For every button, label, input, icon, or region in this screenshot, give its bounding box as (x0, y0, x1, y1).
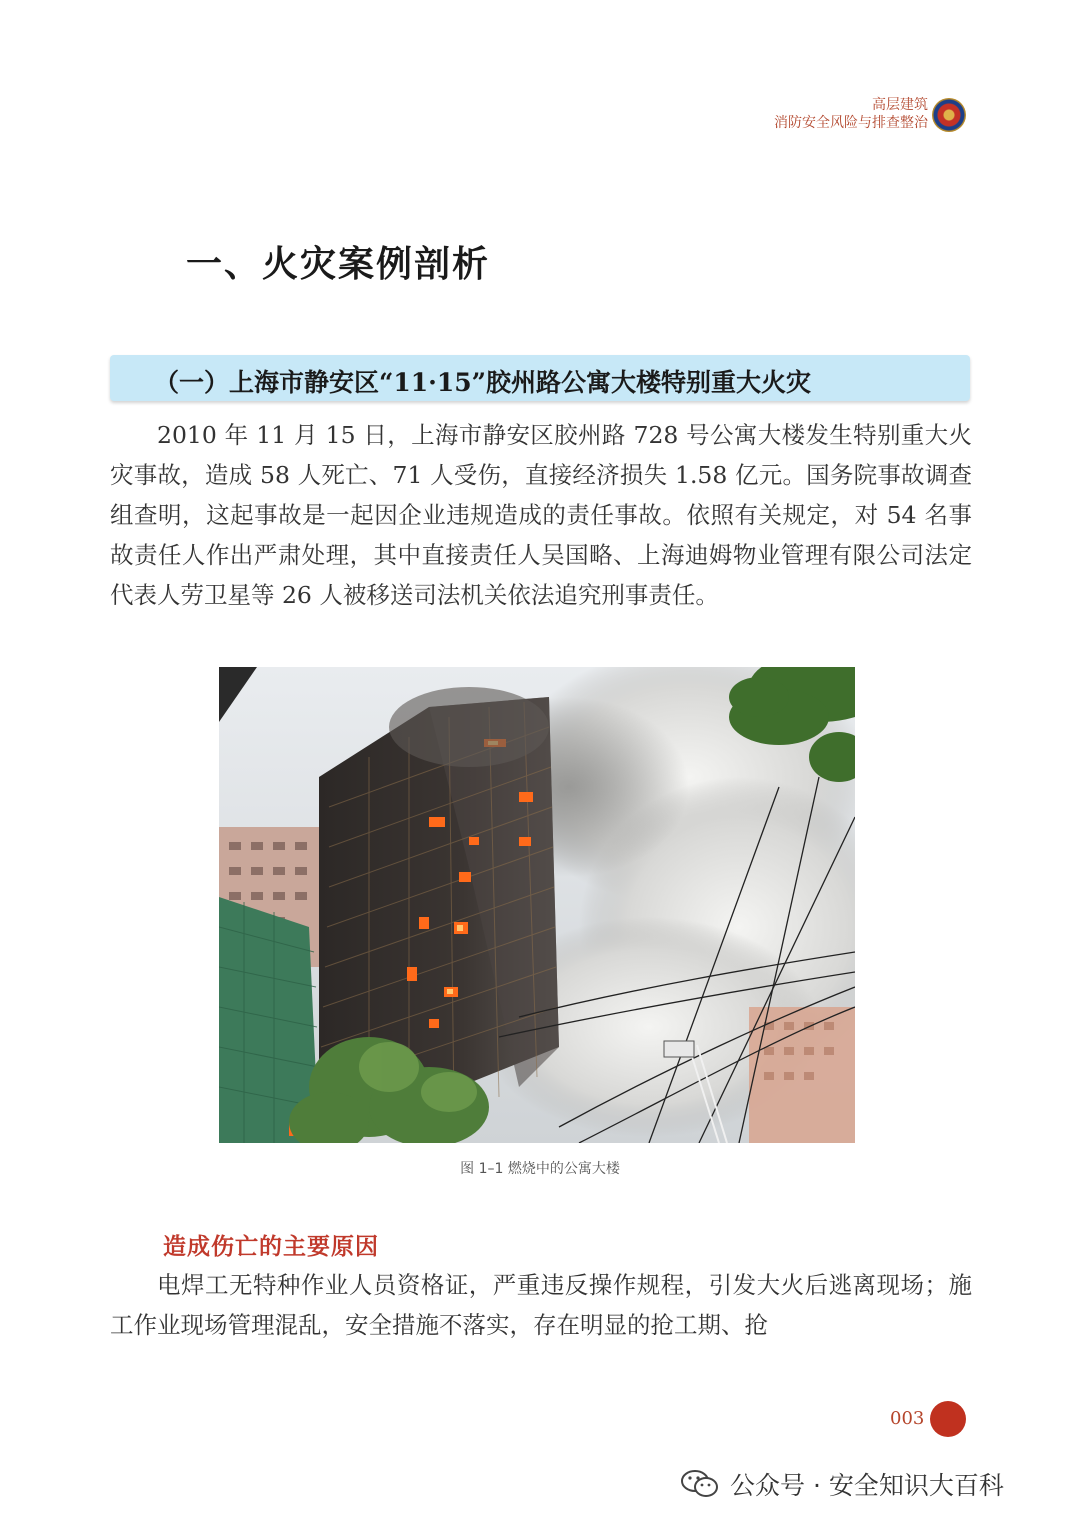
burning-building-photo (219, 667, 855, 1143)
running-header-line2: 消防安全风险与排查整治 (774, 115, 928, 131)
page-number: 003 (890, 1408, 925, 1429)
watermark-text: 公众号 · 安全知识大百科 (730, 1471, 1004, 1500)
section-title: （一）上海市静安区“11·15”胶州路公寓大楼特别重大火灾 (154, 368, 812, 397)
fire-rescue-emblem-icon (932, 98, 966, 132)
running-header (774, 96, 928, 132)
chapter-title: 一、火灾案例剖析 (186, 244, 491, 285)
figure-caption: 图 1–1 燃烧中的公寓大楼 (460, 1161, 620, 1177)
watermark (680, 1466, 1004, 1502)
paragraph-intro: 2010 年 11 月 15 日，上海市静安区胶州路 728 号公寓大楼发生特别重大火灾事故，造成 58 人死亡、71 人受伤，直接经济损失 1.58 亿元。国务院事故调查组查明，这起事故是一起因企业违规造成的责任事故。依照有关规定，对 54 名事故责任人作出严肃处理，其中直接责任人吴国略、上海迪姆物业管理有限公司法定代表人劳卫星等 26 人被移送司法机关依法追究刑事责任。 (110, 421, 972, 609)
subheading: 造成伤亡的主要原因 (163, 1234, 379, 1260)
paragraph-causes: 电焊工无特种作业人员资格证，严重违反操作规程，引发大火后逃离现场；施工作业现场管理混乱，安全措施不落实，存在明显的抢工期、抢 (110, 1271, 972, 1339)
wechat-icon (680, 1469, 720, 1499)
section-banner (110, 355, 970, 401)
running-header-line1: 高层建筑 (872, 97, 928, 113)
page-number-dot (930, 1401, 966, 1437)
